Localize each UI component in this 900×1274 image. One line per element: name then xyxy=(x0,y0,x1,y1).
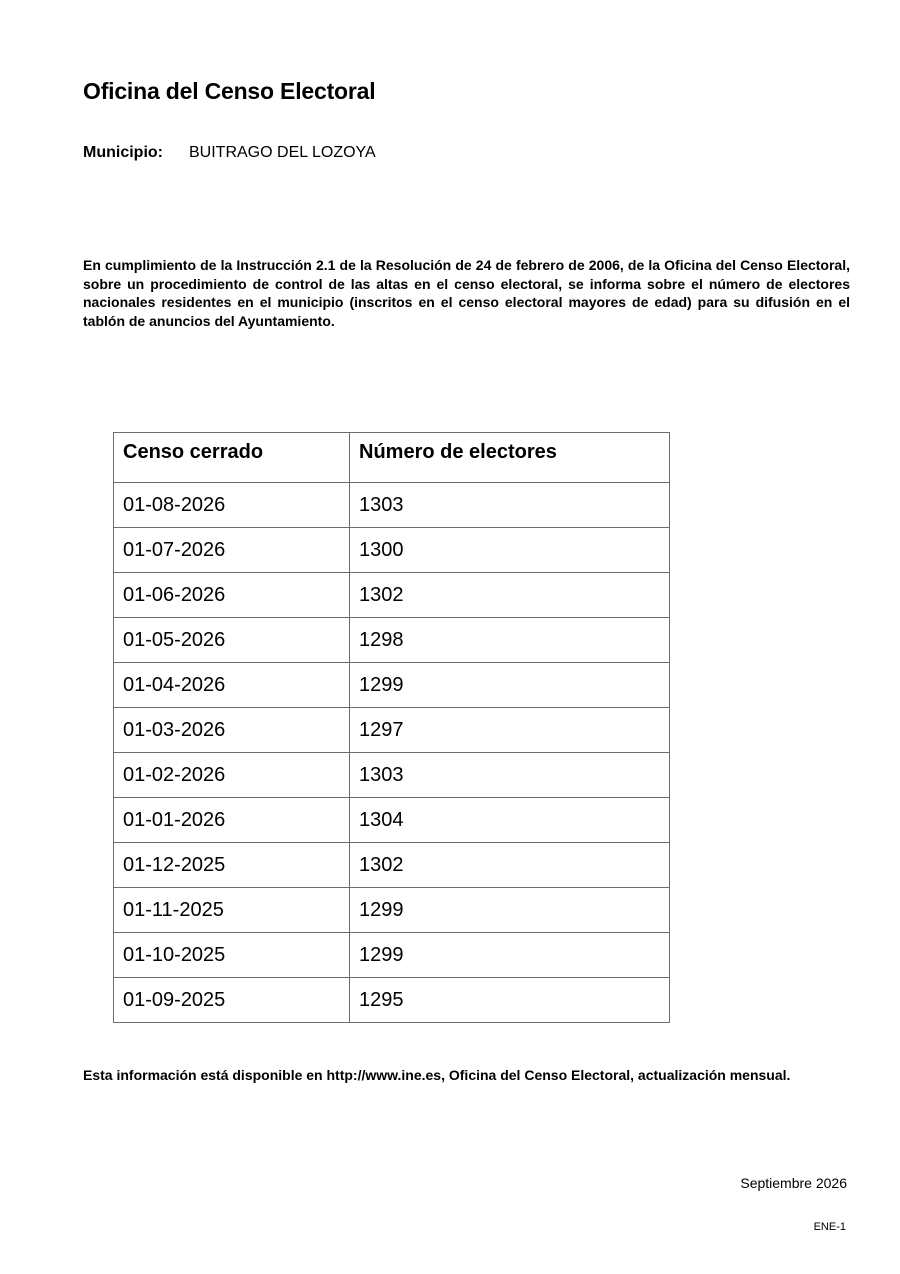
table-row xyxy=(114,708,670,753)
table-row xyxy=(114,933,670,978)
elector-count-cell: 1299 xyxy=(350,933,670,978)
table-row xyxy=(114,798,670,843)
census-date-cell: 01-03-2026 xyxy=(114,708,350,753)
census-date-cell: 01-02-2026 xyxy=(114,753,350,798)
table-row xyxy=(114,888,670,933)
header-censo-cerrado: Censo cerrado xyxy=(114,433,350,483)
intro-paragraph: En cumplimiento de la Instrucción 2.1 de la Resolución de 24 de febrero de 2006, de la Oficina del Censo Electoral, sobre un procedimiento de control de las altas en el censo electoral, se informa sobre el número de electores nacionales residentes en el municipio (inscritos en el censo electoral mayores de edad) para su difusión en el tablón de anuncios del Ayuntamiento. xyxy=(83,257,850,329)
elector-count-cell: 1299 xyxy=(350,888,670,933)
census-date-cell: 01-08-2026 xyxy=(114,483,350,528)
census-date-cell: 01-10-2025 xyxy=(114,933,350,978)
census-date-cell: 01-05-2026 xyxy=(114,618,350,663)
municipio-line xyxy=(83,144,376,162)
table-row xyxy=(114,483,670,528)
availability-note: Esta información está disponible en http://www.ine.es, Oficina del Censo Electoral, actualización mensual. xyxy=(83,1067,791,1083)
elector-count-cell: 1297 xyxy=(350,708,670,753)
municipio-value: BUITRAGO DEL LOZOYA xyxy=(189,144,376,161)
table-row xyxy=(114,753,670,798)
elector-count-cell: 1302 xyxy=(350,573,670,618)
elector-count-cell: 1299 xyxy=(350,663,670,708)
census-date-cell: 01-09-2025 xyxy=(114,978,350,1023)
municipio-label: Municipio: xyxy=(83,144,163,161)
page-code: ENE-1 xyxy=(813,1221,846,1233)
elector-count-cell: 1303 xyxy=(350,483,670,528)
header-numero-electores: Número de electores xyxy=(350,433,670,483)
census-date-cell: 01-07-2026 xyxy=(114,528,350,573)
table-row xyxy=(114,663,670,708)
table-row xyxy=(114,618,670,663)
census-date-cell: 01-04-2026 xyxy=(114,663,350,708)
elector-count-cell: 1303 xyxy=(350,753,670,798)
census-date-cell: 01-01-2026 xyxy=(114,798,350,843)
census-date-cell: 01-12-2025 xyxy=(114,843,350,888)
elector-count-cell: 1302 xyxy=(350,843,670,888)
document-title: Oficina del Censo Electoral xyxy=(83,78,376,104)
table-row xyxy=(114,978,670,1023)
elector-count-cell: 1300 xyxy=(350,528,670,573)
elector-count-cell: 1295 xyxy=(350,978,670,1023)
census-table xyxy=(113,432,670,1023)
table-row xyxy=(114,843,670,888)
elector-count-cell: 1304 xyxy=(350,798,670,843)
table-row xyxy=(114,573,670,618)
census-date-cell: 01-11-2025 xyxy=(114,888,350,933)
census-date-cell: 01-06-2026 xyxy=(114,573,350,618)
document-date: Septiembre 2026 xyxy=(740,1175,847,1191)
table-header-row xyxy=(114,433,670,483)
table-row xyxy=(114,528,670,573)
elector-count-cell: 1298 xyxy=(350,618,670,663)
